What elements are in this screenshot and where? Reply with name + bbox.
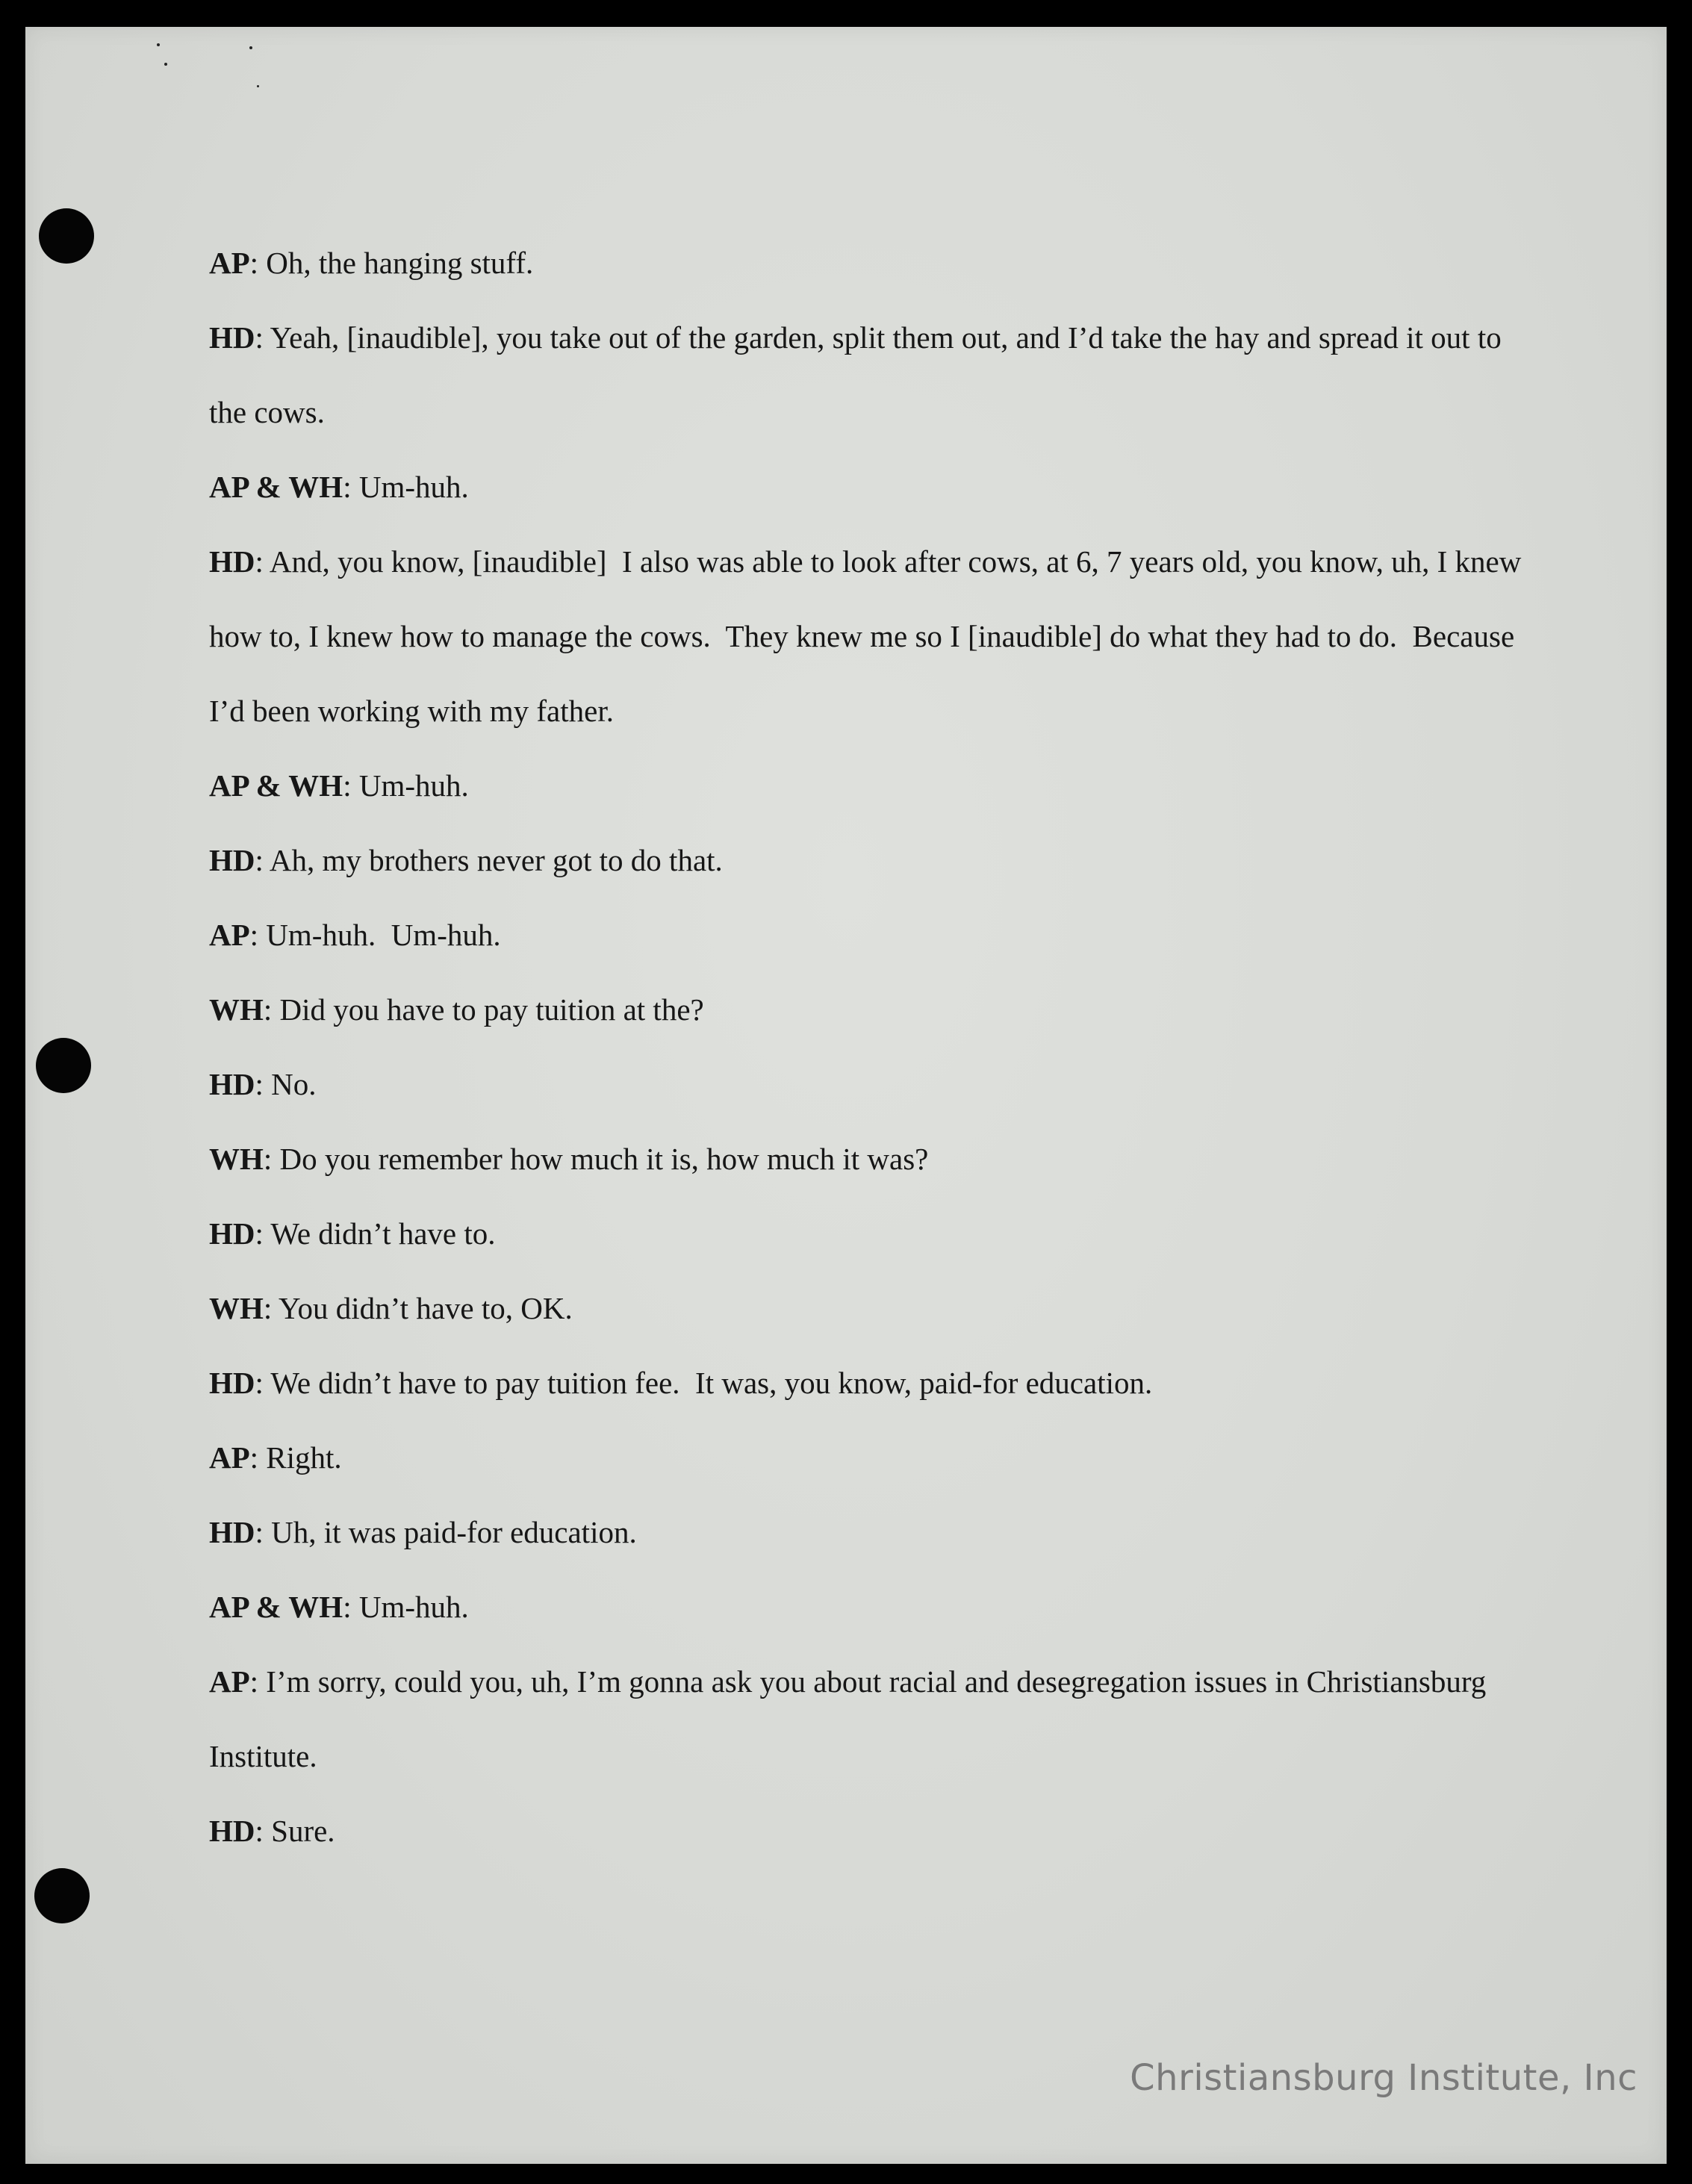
utterance-text: : And, you know, [inaudible] I also was able to look after cows, at 6, 7 years old, you know, uh, I knew how to, I knew how to manage the cows. They knew me so I [inaudible] do what they had to do. Because I’d been working with my father. (209, 544, 1529, 728)
paper-speck (157, 43, 160, 46)
speaker-label: AP (209, 1664, 250, 1699)
utterance-text: : Right. (249, 1440, 342, 1475)
utterance-text: : Oh, the hanging stuff. (249, 246, 534, 280)
speaker-label: WH (209, 1142, 264, 1176)
transcript-line (209, 1644, 1538, 1793)
transcript-line (209, 524, 1538, 748)
speaker-label: HD (209, 1216, 255, 1251)
utterance-text: : Sure. (255, 1814, 335, 1848)
paper-speck (257, 85, 259, 87)
utterance-text: : We didn’t have to pay tuition fee. It was, you know, paid-for education. (255, 1366, 1153, 1400)
speaker-label: AP (209, 246, 250, 280)
transcript-line (209, 1495, 1538, 1569)
utterance-text: : Um-huh. Um-huh. (249, 918, 501, 952)
transcript-line (209, 449, 1538, 524)
transcript-line (209, 1569, 1538, 1644)
binder-hole (36, 1038, 91, 1093)
speaker-label: AP & WH (209, 470, 343, 504)
speaker-label: WH (209, 992, 264, 1027)
transcript-line (209, 300, 1538, 449)
speaker-label: WH (209, 1291, 264, 1325)
transcript-line (209, 823, 1538, 897)
speaker-label: HD (209, 544, 255, 579)
utterance-text: : I’m sorry, could you, uh, I’m gonna ask you about racial and desegregation issues in Christiansburg Institute. (209, 1664, 1494, 1773)
speaker-label: AP & WH (209, 1590, 343, 1624)
transcript-line (209, 1420, 1538, 1495)
utterance-text: : Do you remember how much it is, how much it was? (263, 1142, 929, 1176)
utterance-text: : Um-huh. (343, 768, 469, 803)
utterance-text: : Yeah, [inaudible], you take out of the garden, split them out, and I’d take the hay and spread it out to the cows. (209, 320, 1509, 429)
transcript-line (209, 1196, 1538, 1271)
transcript-line (209, 1121, 1538, 1196)
speaker-label: AP (209, 1440, 250, 1475)
transcript-body (209, 225, 1538, 1868)
utterance-text: : No. (255, 1067, 317, 1101)
speaker-label: HD (209, 1515, 255, 1549)
speaker-label: HD (209, 1067, 255, 1101)
speaker-label: HD (209, 1814, 255, 1848)
utterance-text: : Ah, my brothers never got to do that. (255, 843, 723, 877)
speaker-label: AP (209, 918, 250, 952)
speaker-label: HD (209, 843, 255, 877)
binder-hole (39, 208, 94, 264)
speaker-label: HD (209, 320, 255, 355)
transcript-line (209, 1047, 1538, 1121)
transcript-line (209, 897, 1538, 972)
paper-speck (249, 46, 252, 49)
document-page (25, 27, 1667, 2164)
binder-hole (34, 1868, 90, 1923)
speaker-label: HD (209, 1366, 255, 1400)
transcript-line (209, 1271, 1538, 1345)
transcript-line (209, 748, 1538, 823)
transcript-line (209, 1793, 1538, 1868)
paper-speck (164, 63, 167, 66)
transcript-line (209, 1345, 1538, 1420)
transcript-line (209, 225, 1538, 300)
transcript-line (209, 972, 1538, 1047)
watermark-text: Christiansburg Institute, Inc (1130, 2057, 1637, 2099)
utterance-text: : Uh, it was paid-for education. (255, 1515, 637, 1549)
speaker-label: AP & WH (209, 768, 343, 803)
utterance-text: : You didn’t have to, OK. (263, 1291, 573, 1325)
utterance-text: : We didn’t have to. (255, 1216, 496, 1251)
utterance-text: : Did you have to pay tuition at the? (263, 992, 704, 1027)
utterance-text: : Um-huh. (343, 1590, 469, 1624)
utterance-text: : Um-huh. (343, 470, 469, 504)
